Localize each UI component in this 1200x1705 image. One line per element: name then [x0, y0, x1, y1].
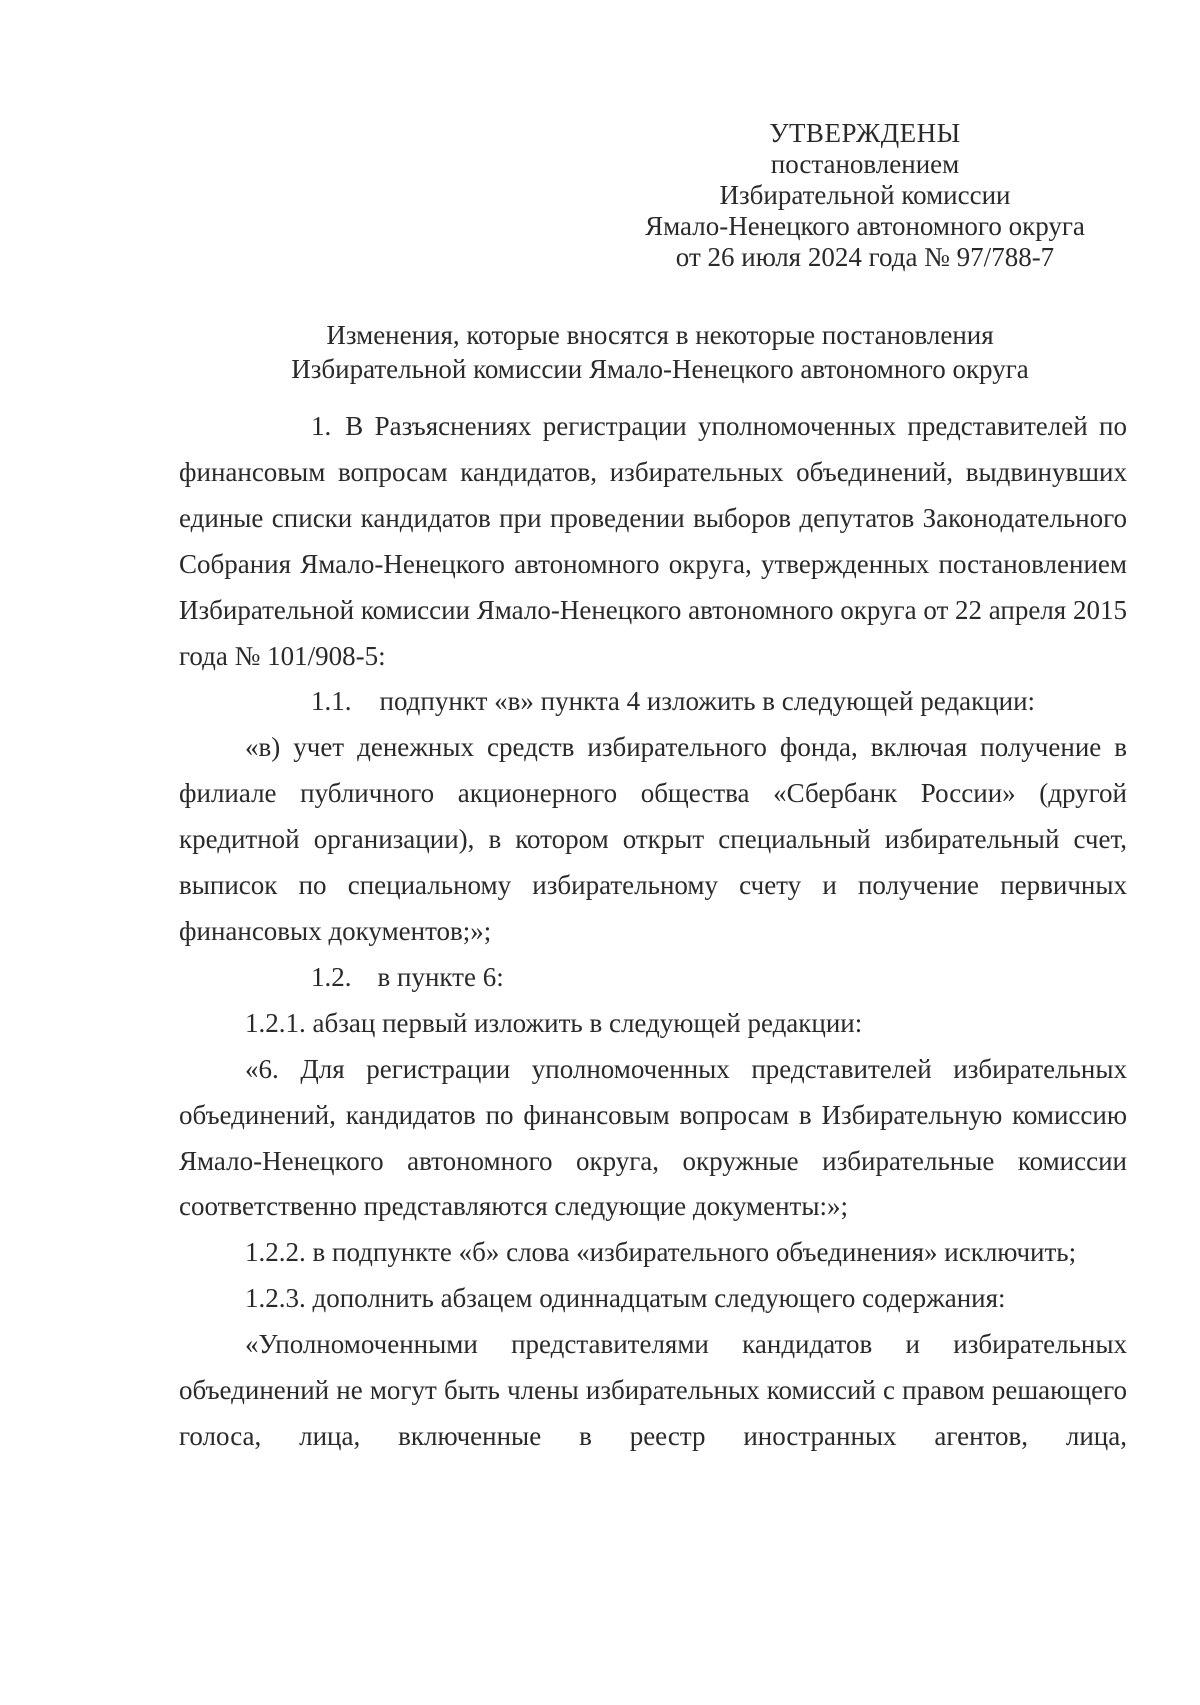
approval-line-1: постановлением — [770, 149, 960, 179]
paragraph-1-1-number: 1.1. — [311, 686, 352, 717]
paragraph-1-2-3: 1.2.3. дополнить абзацем одиннадцатым следующего содержания: — [245, 1283, 1006, 1314]
paragraph-1 — [179, 404, 1127, 679]
paragraph-quote-v: «в) учет денежных средств избирательного фонда, включая получение в филиале публичного акционерного общества «Сбербанк России» (другой кредитной организации), в котором открыт специальный избирательный счет, выписок по специальному избирательному счету и получение первичных финансовых документов;»; — [179, 732, 1127, 946]
paragraph-1-text: В Разъяснениях регистрации уполномоченных представителей по финансовым вопросам кандидатов, избирательных объединений, выдвинувших единые списки кандидатов при проведении выборов депутатов Законодательного Собрания Ямало-Ненецкого автономного округа, утвержденных постановлением Избирательной комиссии Ямало-Ненецкого автономного округа от 22 апреля 2015 года № 101/908-5: — [179, 411, 1127, 671]
paragraph-quote-upolnomochennymi: «Уполномоченными представителями кандидатов и избирательных объединений не могут быть члены избирательных комиссий с правом решающего голоса, лица, включенные в реестр иностранных агентов, лица, — [179, 1329, 1127, 1451]
paragraph-quote-6: «6. Для регистрации уполномоченных представителей избирательных объединений, кандидатов по финансовым вопросам в Избирательную комиссию Ямало-Ненецкого автономного округа, окружные избирательные комиссии соответственно представляются следующие документы:»; — [179, 1053, 1127, 1222]
document-title-line-2: Избирательной комиссии Ямало-Ненецкого автономного округа — [291, 354, 1029, 384]
paragraph-1-1 — [179, 679, 1127, 725]
paragraph-1-2-text: в пункте 6: — [377, 961, 504, 992]
approval-heading: УТВЕРЖДЕНЫ — [769, 118, 961, 148]
paragraph-1-number: 1. — [311, 411, 332, 441]
paragraph-1-1-text: подпункт «в» пункта 4 изложить в следующей редакции: — [379, 686, 1036, 717]
document-body — [179, 404, 1127, 1460]
approval-block — [600, 118, 1130, 273]
approval-line-4: от 26 июля 2024 года № 97/788-7 — [675, 242, 1055, 272]
approval-line-2: Избирательной комиссии — [719, 180, 1011, 210]
document-title-line-1: Изменения, которые вносятся в некоторые постановления — [326, 320, 994, 350]
document-title — [180, 318, 1140, 386]
paragraph-1-2-1: 1.2.1. абзац первый изложить в следующей редакции: — [245, 1007, 863, 1038]
paragraph-1-2 — [179, 955, 1127, 1001]
approval-line-3: Ямало-Ненецкого автономного округа — [645, 211, 1085, 241]
paragraph-1-2-number: 1.2. — [311, 961, 352, 992]
paragraph-1-2-2: 1.2.2. в подпункте «б» слова «избирательного объединения» исключить; — [245, 1237, 1077, 1268]
